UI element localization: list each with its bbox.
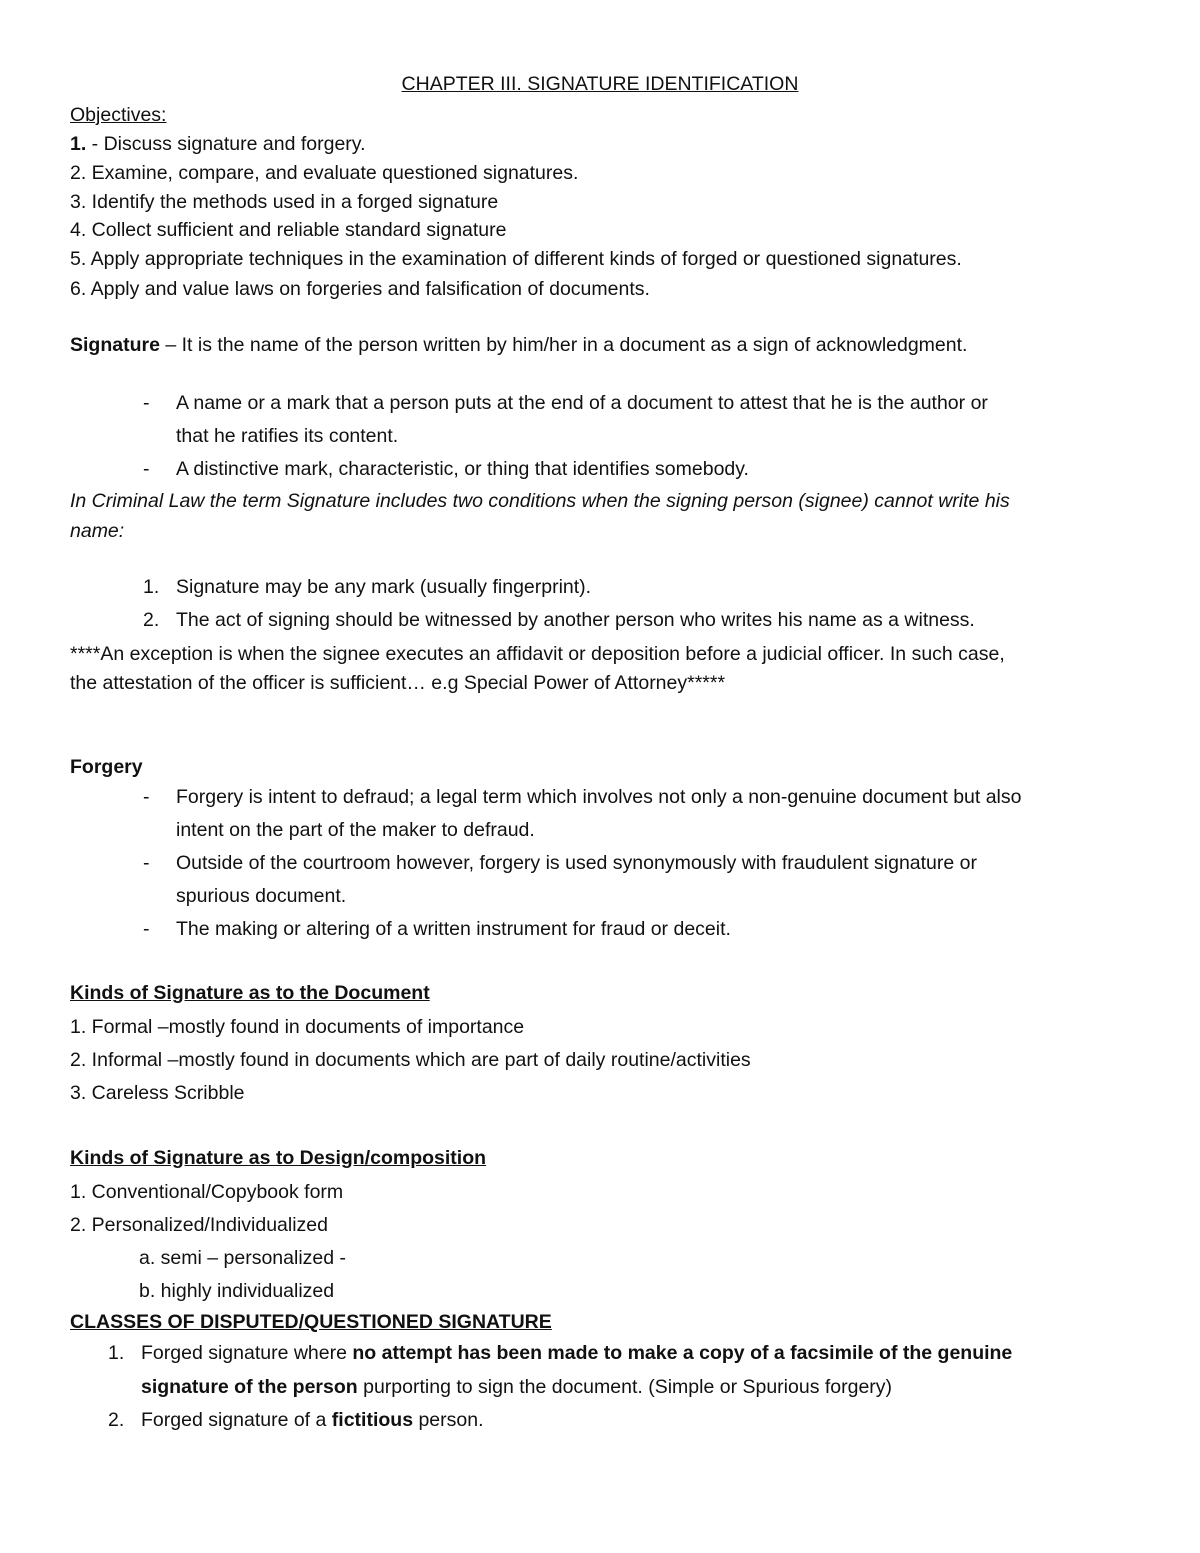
- kinds-design-subitem: b. highly individualized: [139, 1280, 335, 1302]
- exception-note: ****An exception is when the signee executes an affidavit or deposition before a judicial officer. In such case,: [70, 643, 1005, 665]
- forgery-bullet-cont: intent on the part of the maker to defraud.: [176, 819, 535, 841]
- forgery-bullet: Forgery is intent to defraud; a legal term which involves not only a non-genuine document but also: [176, 786, 1022, 808]
- objective-item: 2. Examine, compare, and evaluate questioned signatures.: [70, 162, 579, 184]
- forgery-heading: Forgery: [70, 756, 143, 778]
- signature-bullet: A distinctive mark, characteristic, or thing that identifies somebody.: [176, 458, 749, 480]
- objective-item: 5. Apply appropriate techniques in the examination of different kinds of forged or questioned signatures.: [70, 248, 962, 270]
- kinds-design-subitem: a. semi – personalized -: [139, 1247, 347, 1269]
- objective-item: 6. Apply and value laws on forgeries and falsification of documents.: [70, 278, 650, 300]
- class-number: 2.: [108, 1409, 125, 1431]
- condition-item: The act of signing should be witnessed by another person who writes his name as a witness.: [176, 609, 975, 631]
- forgery-bullet: The making or altering of a written instrument for fraud or deceit.: [176, 918, 731, 940]
- objectives-heading: Objectives:: [70, 104, 167, 126]
- forgery-bullet: Outside of the courtroom however, forgery is used synonymously with fraudulent signature or: [176, 852, 977, 874]
- signature-bullet: A name or a mark that a person puts at the end of a document to attest that he is the author or: [176, 392, 988, 414]
- criminal-law-note: In Criminal Law the term Signature includes two conditions when the signing person (signee) cannot write his: [70, 490, 1010, 512]
- kinds-design-item: 1. Conventional/Copybook form: [70, 1181, 344, 1203]
- kinds-design-item: 2. Personalized/Individualized: [70, 1214, 328, 1236]
- class-item: Forged signature where no attempt has been made to make a copy of a facsimile of the genuine: [141, 1342, 1013, 1364]
- kinds-document-item: 3. Careless Scribble: [70, 1082, 245, 1104]
- condition-item: Signature may be any mark (usually fingerprint).: [176, 576, 592, 598]
- objective-item: 4. Collect sufficient and reliable standard signature: [70, 219, 507, 241]
- class-number: 1.: [108, 1342, 125, 1364]
- bullet-marker: -: [143, 918, 150, 940]
- forgery-bullet-cont: spurious document.: [176, 885, 347, 907]
- bullet-marker: -: [143, 392, 150, 414]
- bullet-marker: -: [143, 458, 150, 480]
- kinds-design-heading: Kinds of Signature as to Design/composition: [70, 1147, 487, 1169]
- classes-heading: CLASSES OF DISPUTED/QUESTIONED SIGNATURE: [70, 1311, 552, 1333]
- class-item-cont: signature of the person purporting to sign the document. (Simple or Spurious forgery): [141, 1376, 893, 1398]
- exception-note-cont: the attestation of the officer is sufficient… e.g Special Power of Attorney*****: [70, 672, 726, 694]
- kinds-document-heading: Kinds of Signature as to the Document: [70, 982, 430, 1004]
- signature-definition: Signature – It is the name of the person written by him/her in a document as a sign of acknowledgment.: [70, 334, 968, 356]
- objective-item: 3. Identify the methods used in a forged signature: [70, 191, 499, 213]
- condition-number: 2.: [143, 609, 160, 631]
- condition-number: 1.: [143, 576, 160, 598]
- bullet-marker: -: [143, 852, 150, 874]
- bullet-marker: -: [143, 786, 150, 808]
- class-item: Forged signature of a fictitious person.: [141, 1409, 484, 1431]
- signature-bullet-cont: that he ratifies its content.: [176, 425, 399, 447]
- page-title: CHAPTER III. SIGNATURE IDENTIFICATION: [401, 73, 799, 95]
- objective-item: 1. - Discuss signature and forgery.: [70, 133, 366, 155]
- kinds-document-item: 2. Informal –mostly found in documents which are part of daily routine/activities: [70, 1049, 751, 1071]
- criminal-law-note-cont: name:: [70, 520, 125, 542]
- kinds-document-item: 1. Formal –mostly found in documents of importance: [70, 1016, 525, 1038]
